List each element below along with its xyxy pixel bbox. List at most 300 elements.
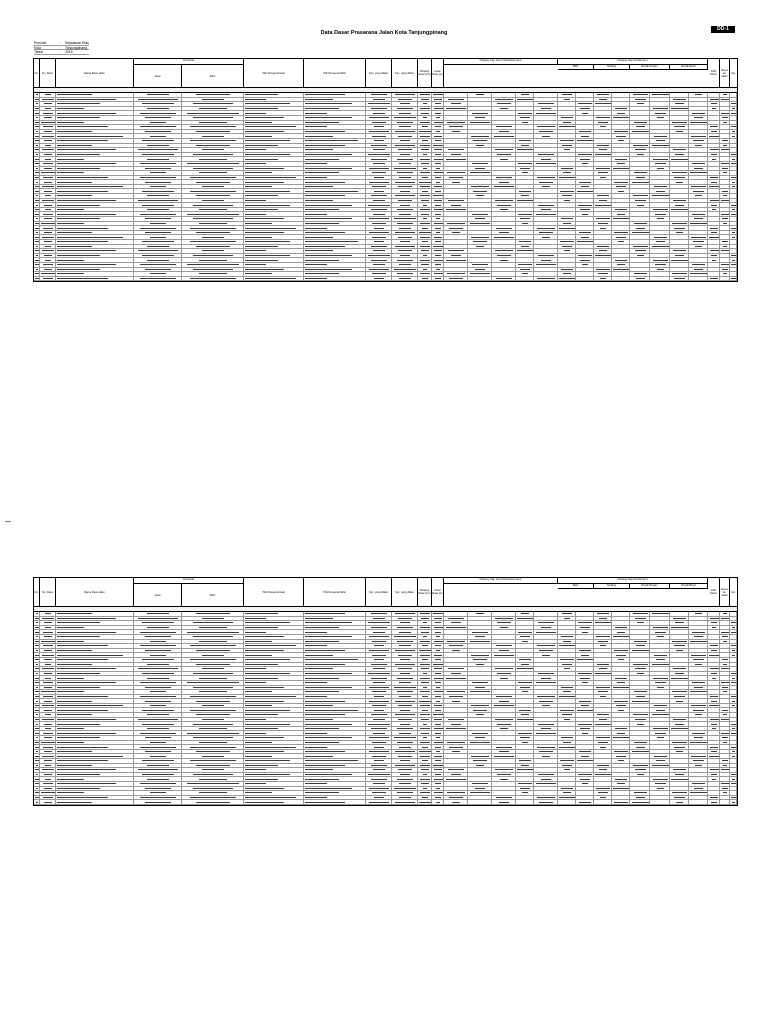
table-cell	[630, 176, 650, 180]
table-cell	[392, 231, 418, 235]
table-cell	[558, 617, 576, 621]
meta-value: 2015	[65, 50, 73, 55]
cell-text	[579, 182, 591, 183]
table-cell	[468, 139, 492, 143]
table-cell	[366, 203, 392, 207]
table-cell	[650, 226, 670, 230]
cell-text	[519, 760, 531, 761]
table-cell	[56, 148, 134, 152]
table-cell	[392, 612, 418, 616]
cell-text	[35, 797, 38, 798]
cell-text	[43, 278, 53, 279]
table-cell	[612, 212, 630, 216]
cell-text	[193, 724, 233, 725]
table-cell	[630, 667, 650, 671]
table-cell	[558, 249, 576, 253]
table-cell	[40, 249, 56, 253]
table-cell	[244, 699, 304, 703]
cell-text	[305, 678, 339, 679]
table-cell	[689, 777, 708, 781]
cell-text	[721, 682, 729, 683]
cell-text	[245, 122, 272, 123]
cell-text	[446, 728, 466, 729]
table-cell	[650, 180, 670, 184]
table-cell	[558, 176, 576, 180]
table-cell	[40, 217, 56, 221]
table-cell	[40, 663, 56, 667]
cell-text	[45, 108, 51, 109]
cell-text	[245, 696, 296, 697]
table-cell	[134, 787, 182, 791]
table-cell	[534, 773, 558, 777]
cell-text	[519, 241, 531, 242]
table-cell	[516, 189, 534, 193]
cell-text	[199, 159, 227, 160]
cell-text	[395, 195, 415, 196]
cell-text	[193, 636, 233, 637]
cell-text	[420, 145, 431, 146]
cell-text	[145, 182, 171, 183]
table-cell	[670, 130, 689, 134]
cell-text	[522, 172, 528, 173]
cell-text	[305, 269, 352, 270]
table-cell	[630, 695, 650, 699]
cell-text	[448, 719, 464, 720]
table-cell	[612, 231, 630, 235]
table-cell	[708, 217, 720, 221]
table-cell	[558, 731, 576, 735]
table-cell	[516, 203, 534, 207]
cell-text	[44, 241, 53, 242]
table-cell	[730, 759, 737, 763]
cell-text	[613, 168, 628, 169]
table-cell	[594, 727, 612, 731]
table-cell	[468, 125, 492, 129]
table-cell	[492, 690, 516, 694]
cell-text	[732, 655, 734, 656]
cell-text	[420, 246, 431, 247]
table-cell	[468, 116, 492, 120]
cell-text	[470, 641, 490, 642]
table-cell	[492, 116, 516, 120]
cell-text	[435, 154, 440, 155]
cell-text	[245, 237, 272, 238]
cell-text	[397, 108, 414, 109]
cell-text	[598, 641, 608, 642]
table-cell	[432, 617, 444, 621]
table-cell	[594, 217, 612, 221]
cell-text	[395, 145, 415, 146]
cell-text	[305, 636, 352, 637]
table-cell	[650, 231, 670, 235]
table-cell	[392, 226, 418, 230]
table-cell	[650, 121, 670, 125]
table-cell	[392, 102, 418, 106]
table-cell	[56, 111, 134, 115]
cell-text	[35, 149, 39, 150]
cell-text	[597, 664, 609, 665]
cell-text	[671, 728, 687, 729]
cell-text	[559, 645, 574, 646]
table-cell	[516, 686, 534, 690]
cell-text	[147, 714, 169, 715]
table-cell	[444, 621, 468, 625]
cell-text	[496, 177, 512, 178]
table-cell	[558, 644, 576, 648]
cell-text	[472, 264, 488, 265]
table-cell	[670, 277, 689, 281]
cell-text	[57, 163, 116, 164]
cell-text	[371, 159, 388, 160]
table-cell	[444, 676, 468, 680]
meta-sep: :	[60, 45, 61, 50]
table-cell	[708, 148, 720, 152]
cell-text	[436, 701, 440, 702]
cell-text	[57, 228, 108, 229]
table-cell	[444, 727, 468, 731]
cell-text	[57, 632, 116, 633]
cell-text	[447, 172, 465, 173]
cell-text	[371, 94, 388, 95]
cell-text	[369, 269, 389, 270]
col-lhr: LHR Tahun	[708, 59, 720, 87]
cell-text	[420, 136, 429, 137]
table-cell	[134, 759, 182, 763]
table-cell	[670, 722, 689, 726]
table-cell	[418, 235, 432, 239]
cell-text	[138, 149, 179, 150]
table-cell	[56, 167, 134, 171]
table-cell	[366, 194, 392, 198]
table-cell	[40, 107, 56, 111]
table-cell	[56, 754, 134, 758]
cell-text	[245, 99, 266, 100]
table-cell	[304, 111, 366, 115]
cell-text	[245, 228, 296, 229]
table-cell	[444, 690, 468, 694]
table-cell	[432, 153, 444, 157]
cell-text	[44, 802, 51, 803]
table-cell	[432, 727, 444, 731]
table-cell	[650, 731, 670, 735]
table-cell	[516, 249, 534, 253]
table-cell	[594, 162, 612, 166]
table-body	[34, 612, 737, 805]
table-cell	[720, 203, 730, 207]
cell-text	[711, 232, 716, 233]
table-cell	[392, 263, 418, 267]
cell-text	[422, 659, 428, 660]
table-cell	[708, 144, 720, 148]
cell-text	[633, 195, 648, 196]
col-awal: Awal	[134, 65, 182, 87]
cell-text	[435, 632, 442, 633]
table-cell	[418, 254, 432, 258]
table-cell	[534, 231, 558, 235]
col-sedang: Sedang	[594, 584, 630, 589]
table-cell	[304, 258, 366, 262]
cell-text	[245, 645, 296, 646]
table-cell	[720, 171, 730, 175]
table-cell	[134, 621, 182, 625]
cell-text	[245, 655, 272, 656]
table-cell	[720, 235, 730, 239]
table-cell	[650, 153, 670, 157]
table-cell	[444, 189, 468, 193]
table-cell	[516, 258, 534, 262]
table-cell	[516, 245, 534, 249]
table-cell	[534, 217, 558, 221]
cell-text	[35, 223, 39, 224]
cell-text	[617, 113, 625, 114]
cell-text	[245, 618, 266, 619]
table-cell	[708, 791, 720, 795]
table-cell	[730, 171, 737, 175]
cell-text	[374, 228, 383, 229]
cell-text	[433, 664, 443, 665]
table-cell	[650, 800, 670, 804]
cell-text	[448, 99, 464, 100]
cell-text	[723, 613, 728, 614]
table-cell	[392, 258, 418, 262]
table-cell	[730, 612, 737, 616]
cell-text	[637, 255, 644, 256]
table-cell	[392, 653, 418, 657]
table-cell	[468, 663, 492, 667]
table-cell	[366, 750, 392, 754]
table-cell	[468, 690, 492, 694]
cell-text	[731, 797, 736, 798]
table-cell	[392, 727, 418, 731]
cell-text	[245, 273, 272, 274]
cell-text	[635, 99, 646, 100]
cell-text	[654, 655, 667, 656]
cell-text	[732, 131, 736, 132]
cell-text	[369, 737, 389, 738]
cell-text	[245, 149, 266, 150]
cell-text	[395, 714, 415, 715]
cell-text	[613, 269, 628, 270]
cell-text	[672, 172, 686, 173]
table-cell	[630, 741, 650, 745]
table-cell	[650, 176, 670, 180]
table-cell	[366, 663, 392, 667]
table-cell	[40, 791, 56, 795]
cell-text	[305, 186, 333, 187]
table-cell	[492, 640, 516, 644]
cell-text	[196, 131, 230, 132]
col-kec-yang-dilalui: Kec. yang dilalui	[392, 578, 418, 606]
table-cell	[40, 713, 56, 717]
cell-text	[721, 632, 729, 633]
cell-text	[671, 627, 687, 628]
cell-text	[245, 788, 284, 789]
table-cell	[576, 690, 594, 694]
cell-text	[692, 783, 704, 784]
cell-text	[578, 622, 592, 623]
cell-text	[305, 645, 327, 646]
table-cell	[304, 787, 366, 791]
table-cell	[392, 212, 418, 216]
cell-text	[541, 678, 552, 679]
table-cell	[244, 208, 304, 212]
table-cell	[134, 704, 182, 708]
cell-text	[138, 250, 179, 251]
table-cell	[182, 111, 244, 115]
table-cell	[650, 681, 670, 685]
table-cell	[670, 185, 689, 189]
cell-text	[615, 108, 627, 109]
cell-text	[398, 237, 412, 238]
table-cell	[630, 125, 650, 129]
cell-text	[140, 696, 176, 697]
cell-text	[496, 645, 512, 646]
table-cell	[468, 800, 492, 804]
cell-text	[372, 705, 386, 706]
table-cell	[720, 148, 730, 152]
table-cell	[468, 111, 492, 115]
table-cell	[720, 800, 730, 804]
cell-text	[472, 682, 488, 683]
cell-text	[712, 779, 716, 780]
cell-text	[245, 632, 266, 633]
table-cell	[516, 121, 534, 125]
table-cell	[244, 93, 304, 97]
road-table-sheet-1	[33, 58, 738, 282]
table-cell	[689, 263, 708, 267]
table-cell	[594, 102, 612, 106]
cell-text	[711, 154, 718, 155]
table-cell	[444, 162, 468, 166]
table-cell	[689, 796, 708, 800]
table-cell	[366, 263, 392, 267]
cell-text	[399, 214, 411, 215]
table-cell	[689, 121, 708, 125]
cell-text	[305, 650, 345, 651]
table-cell	[576, 199, 594, 203]
cell-text	[193, 687, 233, 688]
table-cell	[418, 121, 432, 125]
table-cell	[594, 277, 612, 281]
cell-text	[44, 154, 53, 155]
cell-text	[617, 214, 625, 215]
table-cell	[534, 157, 558, 161]
table-cell	[516, 704, 534, 708]
cell-text	[693, 140, 703, 141]
table-cell	[630, 713, 650, 717]
table-cell	[558, 791, 576, 795]
table-cell	[558, 713, 576, 717]
cell-text	[598, 273, 608, 274]
table-cell	[630, 736, 650, 740]
table-cell	[650, 263, 670, 267]
table-cell	[516, 268, 534, 272]
table-cell	[444, 144, 468, 148]
table-cell	[650, 617, 670, 621]
table-cell	[468, 754, 492, 758]
cell-text	[44, 701, 51, 702]
table-cell	[304, 658, 366, 662]
cell-text	[44, 255, 53, 256]
table-cell	[558, 727, 576, 731]
table-cell	[594, 249, 612, 253]
cell-text	[305, 108, 339, 109]
cell-text	[35, 760, 38, 761]
table-cell	[730, 695, 737, 699]
table-cell	[558, 718, 576, 722]
cell-text	[57, 691, 84, 692]
table-cell	[56, 194, 134, 198]
table-cell	[689, 653, 708, 657]
cell-text	[722, 168, 728, 169]
cell-text	[57, 659, 108, 660]
table-cell	[720, 773, 730, 777]
cell-text	[44, 650, 51, 651]
cell-text	[538, 774, 554, 775]
table-cell	[558, 162, 576, 166]
cell-text	[36, 673, 39, 674]
cell-text	[245, 209, 278, 210]
cell-text	[140, 177, 176, 178]
cell-text	[637, 622, 644, 623]
table-cell	[418, 180, 432, 184]
table-cell	[558, 203, 576, 207]
table-cell	[534, 254, 558, 258]
table-cell	[56, 676, 134, 680]
cell-text	[723, 691, 727, 692]
cell-text	[399, 113, 411, 114]
cell-text	[57, 223, 84, 224]
cell-text	[517, 250, 532, 251]
table-cell	[304, 800, 366, 804]
table-cell	[708, 630, 720, 634]
cell-text	[475, 737, 486, 738]
table-cell	[432, 640, 444, 644]
table-cell	[418, 111, 432, 115]
table-cell	[689, 791, 708, 795]
table-cell	[418, 102, 432, 106]
cell-text	[695, 664, 702, 665]
table-cell	[650, 208, 670, 212]
table-cell	[468, 741, 492, 745]
cell-text	[710, 149, 719, 150]
cell-text	[187, 264, 240, 265]
cell-text	[635, 668, 646, 669]
table-cell	[650, 249, 670, 253]
cell-text	[42, 200, 54, 201]
table-cell	[576, 125, 594, 129]
cell-text	[36, 737, 39, 738]
table-cell	[730, 157, 737, 161]
table-cell	[392, 621, 418, 625]
table-cell	[304, 681, 366, 685]
table-cell	[134, 98, 182, 102]
table-cell	[444, 768, 468, 772]
table-cell	[182, 658, 244, 662]
table-cell	[182, 768, 244, 772]
cell-text	[57, 154, 100, 155]
road-table-sheet-2	[33, 577, 738, 806]
cell-text	[577, 760, 592, 761]
cell-text	[446, 209, 466, 210]
cell-text	[369, 751, 389, 752]
table-cell	[418, 782, 432, 786]
table-cell	[304, 736, 366, 740]
cell-text	[305, 113, 327, 114]
table-cell	[392, 754, 418, 758]
cell-text	[36, 232, 38, 233]
table-cell	[558, 102, 576, 106]
